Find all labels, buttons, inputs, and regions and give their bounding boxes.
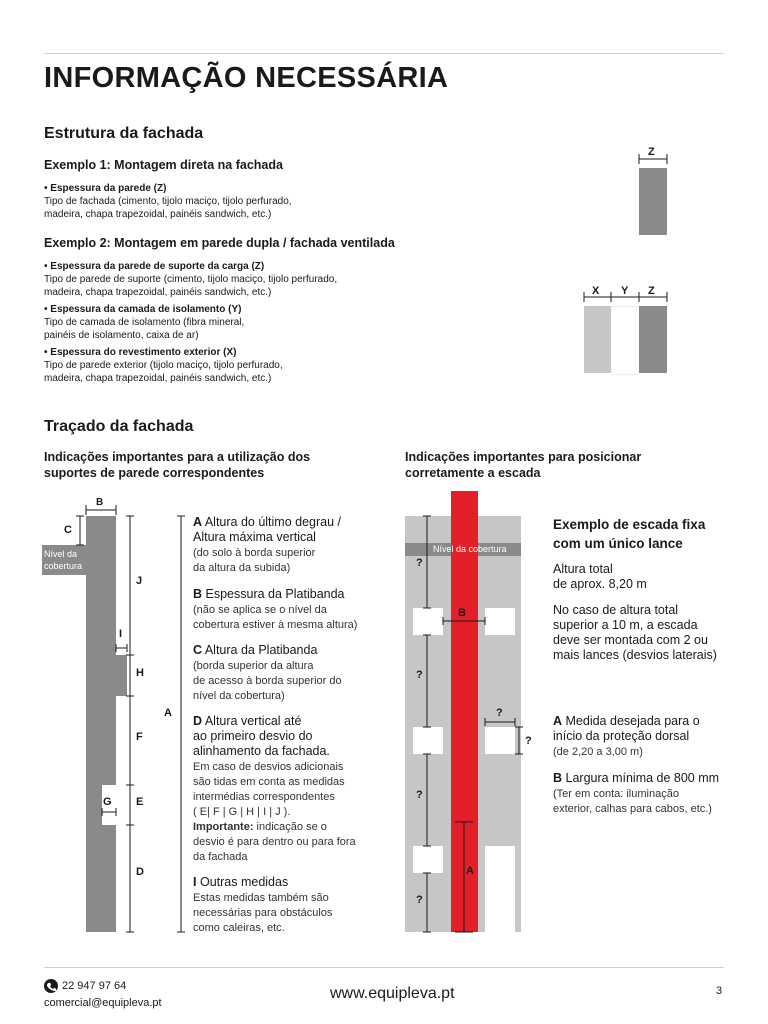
section-heading-estrutura: Estrutura da fachada bbox=[44, 125, 204, 142]
dim-label-d: D bbox=[136, 866, 144, 878]
example2-text-1: Tipo de parede de suporte (cimento, tijolo maciço, tijolo perfurado, madeira, chapa trapezoidal, painéis sandwich, etc.) bbox=[44, 274, 338, 298]
legend-item-c: C Altura da Platibanda (borda superior da altura de acesso à borda superior do nível da cobertura) bbox=[193, 643, 342, 702]
right-subheading: Indicações importantes para posicionar corretamente a escada bbox=[405, 450, 642, 480]
example2-bullet-2: • Espessura da camada de isolamento (Y) bbox=[44, 304, 242, 315]
example1-title: Exemplo 1: Montagem direta na fachada bbox=[44, 158, 283, 172]
dim-label-a: A bbox=[164, 707, 172, 719]
unknown-dim-3: ? bbox=[416, 789, 423, 801]
dim-label-e: E bbox=[136, 796, 144, 808]
label-z-double: Z bbox=[648, 285, 655, 297]
roof-level-label-left: Nível da cobertura bbox=[44, 549, 83, 571]
footer-phone[interactable]: 22 947 97 64 bbox=[62, 980, 127, 992]
example-total-height: Altura total de aprox. 8,20 m bbox=[553, 562, 647, 591]
example1-text: Tipo de fachada (cimento, tijolo maciço, tijolo perfurado, madeira, chapa trapezoidal, painéis sandwich, etc.) bbox=[44, 196, 292, 220]
dim-label-i: I bbox=[119, 628, 123, 640]
page-number: 3 bbox=[716, 985, 723, 997]
page-title: INFORMAÇÃO NECESSÁRIA bbox=[44, 62, 449, 94]
example2-bullet-1: • Espessura da parede de suporte da carga (Z) bbox=[44, 261, 265, 272]
right-item-a: A Medida desejada para o início da proteção dorsal (de 2,20 a 3,00 m) bbox=[553, 714, 700, 758]
dim-label-h: H bbox=[136, 667, 144, 679]
dim-label-f: F bbox=[136, 731, 143, 743]
example2-bullet-3: • Espessura do revestimento exterior (X) bbox=[44, 347, 237, 358]
example2-text-3: Tipo de parede exterior (tijolo maciço, tijolo perfurado, madeira, chapa trapezoidal, painéis sandwich, etc.) bbox=[44, 360, 283, 384]
footer-email[interactable]: comercial@equipleva.pt bbox=[44, 997, 162, 1009]
right-item-b: B Largura mínima de 800 mm (Ter em conta: iluminação exterior, calhas para cabos, etc.) bbox=[553, 771, 720, 815]
left-subheading: Indicações importantes para a utilização dos suportes de parede correspondentes bbox=[44, 450, 311, 480]
legend-item-b: B Espessura da Platibanda (não se aplica se o nível da cobertura estiver à mesma altura) bbox=[193, 587, 358, 631]
ladder-label-a: A bbox=[466, 865, 474, 877]
label-y: Y bbox=[621, 285, 629, 297]
phone-icon bbox=[44, 979, 58, 993]
dim-label-j: J bbox=[136, 575, 143, 587]
dim-label-c: C bbox=[64, 524, 72, 536]
example2-text-2: Tipo de camada de isolamento (fibra mineral, painéis de isolamento, caixa de ar) bbox=[44, 317, 245, 341]
example2-title: Exemplo 2: Montagem em parede dupla / fachada ventilada bbox=[44, 236, 395, 250]
example1-bullet: • Espessura da parede (Z) bbox=[44, 183, 167, 194]
legend-item-a: A Altura do último degrau / Altura máxima vertical (do solo à borda superior da altura da subida) bbox=[193, 515, 342, 574]
dim-label-b: B bbox=[96, 497, 104, 508]
legend-item-d: D Altura vertical até ao primeiro desvio do alinhamento da fachada. Em caso de desvios adicionais são tidas em conta as medidas intermédias correspondentes ( E| F | G | H | I | J ). Importante: indicação se o desvio é para dentro ou para fora da fachada bbox=[193, 714, 356, 863]
unknown-dim-1: ? bbox=[416, 557, 423, 569]
unknown-dim-6: ? bbox=[525, 735, 532, 747]
unknown-dim-2: ? bbox=[416, 669, 423, 681]
example-title: Exemplo de escada fixa com um único lance bbox=[553, 517, 706, 551]
ladder-label-b: B bbox=[458, 607, 466, 619]
section-heading-tracado: Traçado da fachada bbox=[44, 418, 194, 435]
footer-website[interactable]: www.equipleva.pt bbox=[330, 985, 455, 1002]
dim-label-g: G bbox=[103, 796, 112, 808]
example-note: No caso de altura total superior a 10 m, a escada deve ser montada com 2 ou mais lances (desvios laterais) bbox=[553, 603, 717, 662]
label-z-top: Z bbox=[648, 146, 655, 158]
label-x: X bbox=[592, 285, 600, 297]
roof-level-label-right: Nível da cobertura bbox=[433, 544, 507, 554]
unknown-dim-4: ? bbox=[416, 894, 423, 906]
unknown-dim-5: ? bbox=[496, 707, 503, 719]
legend-item-i: I Outras medidas Estas medidas também são necessárias para obstáculos como caleiras, etc. bbox=[193, 875, 333, 934]
footer-divider bbox=[44, 967, 724, 968]
